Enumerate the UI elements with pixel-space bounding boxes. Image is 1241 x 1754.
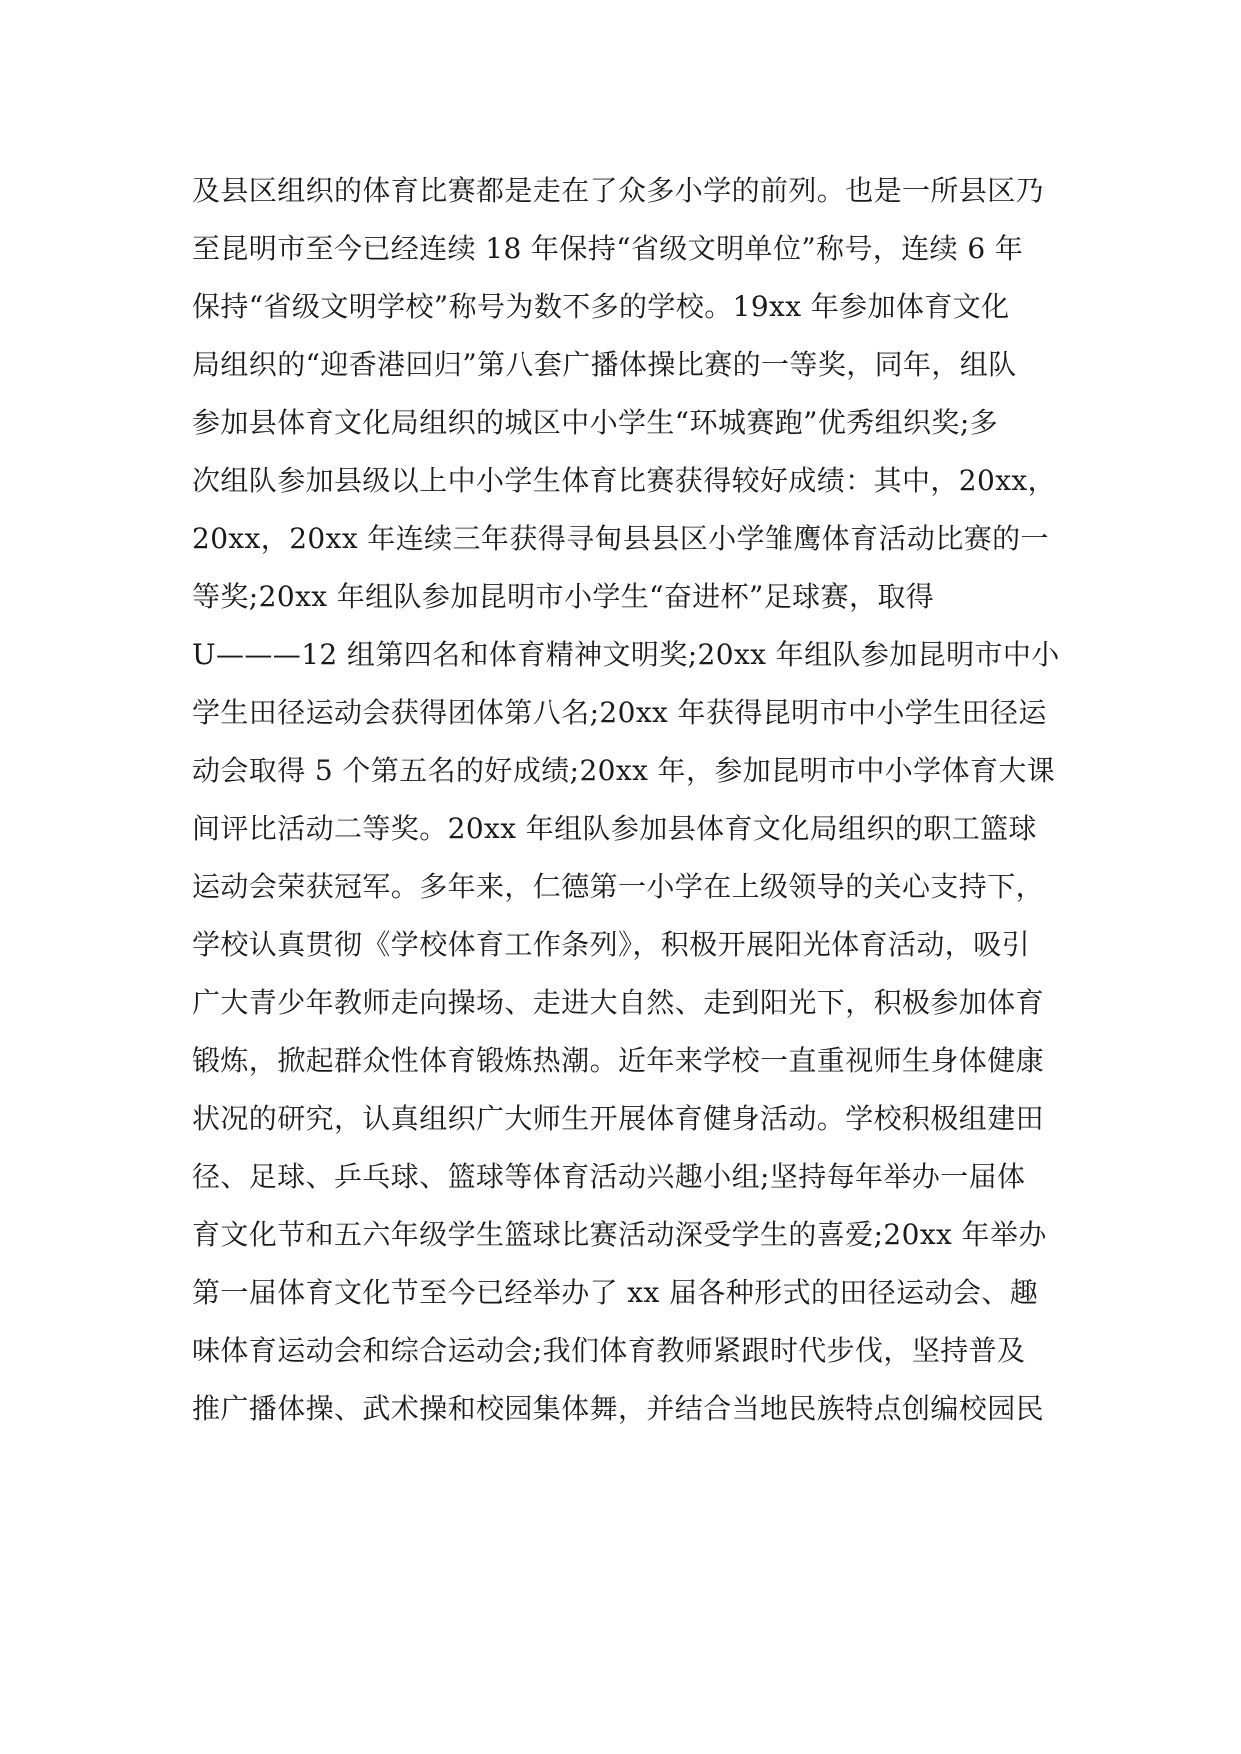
text-line: 学校认真贯彻《学校体育工作条列》，积极开展阳光体育活动，吸引 [192,928,1031,961]
text-line: 至昆明市至今已经连续 18 年保持“省级文明单位”称号，连续 6 年 [192,232,1024,265]
text-line: U———12 组第四名和体育精神文明奖;20xx 年组队参加昆明市中小 [192,638,1060,671]
text-line: 广大青少年教师走向操场、走进大自然、走到阳光下，积极参加体育 [192,986,1045,1019]
text-line: 动会取得 5 个第五名的好成绩;20xx 年，参加昆明市中小学体育大课 [192,754,1056,787]
text-line: 局组织的“迎香港回归”第八套广播体操比赛的一等奖，同年，组队 [192,348,1017,381]
text-line: 径、足球、乒乓球、篮球等体育活动兴趣小组;坚持每年举办一届体 [192,1160,1026,1193]
text-line: 运动会荣获冠军。多年来，仁德第一小学在上级领导的关心支持下， [192,870,1045,903]
text-line: 次组队参加县级以上中小学生体育比赛获得较好成绩：其中，20xx， [192,464,1057,497]
text-line: 味体育运动会和综合运动会;我们体育教师紧跟时代步伐，坚持普及 [192,1334,1026,1367]
text-line: 20xx，20xx 年连续三年获得寻甸县县区小学雏鹰体育活动比赛的一 [192,522,1049,555]
text-line: 第一届体育文化节至今已经举办了 xx 届各种形式的田径运动会、趣 [192,1276,1039,1309]
text-line: 推广播体操、武术操和校园集体舞，并结合当地民族特点创编校园民 [192,1392,1045,1425]
text-line: 保持“省级文明学校”称号为数不多的学校。19xx 年参加体育文化 [192,290,1010,323]
text-line: 状况的研究，认真组织广大师生开展体育健身活动。学校积极组建田 [192,1102,1045,1135]
text-line: 参加县体育文化局组织的城区中小学生“环城赛跑”优秀组织奖;多 [192,406,999,439]
text-line: 学生田径运动会获得团体第八名;20xx 年获得昆明市中小学生田径运 [192,696,1047,729]
text-line: 锻炼，掀起群众性体育锻炼热潮。近年来学校一直重视师生身体健康 [192,1044,1045,1077]
text-line: 及县区组织的体育比赛都是走在了众多小学的前列。也是一所县区乃 [192,174,1045,207]
text-line: 等奖;20xx 年组队参加昆明市小学生“奋进杯”足球赛，取得 [192,580,935,613]
text-line: 育文化节和五六年级学生篮球比赛活动深受学生的喜爱;20xx 年举办 [192,1218,1047,1251]
document-body [192,162,1062,1438]
text-line: 间评比活动二等奖。20xx 年组队参加县体育文化局组织的职工篮球 [192,812,1037,845]
